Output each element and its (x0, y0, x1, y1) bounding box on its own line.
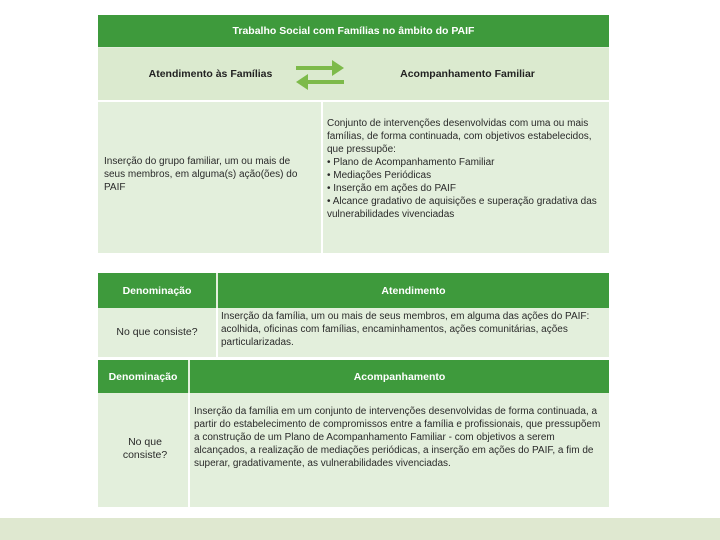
table2-value-row: Inserção da família, um ou mais de seus membros, em alguma das ações do PAIF: acolhida, oficinas com famílias, encaminhamentos, ações comunitárias, ações particularizadas. (221, 311, 590, 348)
table3-value-header (190, 360, 609, 393)
table1-row-divider (98, 100, 609, 102)
table2-col-divider (216, 308, 218, 357)
table1-title (98, 15, 609, 47)
table2-label-header (98, 273, 216, 308)
bullet-item: • Plano de Acompanhamento Familiar (327, 157, 495, 168)
exchange-arrows-icon (292, 55, 348, 93)
table2-value-header-text: Atendimento (381, 284, 446, 297)
footer-band (0, 518, 720, 540)
table1-right-body (327, 117, 601, 221)
table3-label-header-text: Denominação (108, 370, 178, 383)
table1-right-intro: Conjunto de intervenções desenvolvidas com uma ou mais famílias, de forma continuada, com objetivos estabelecidos, que pressupõe: (327, 118, 592, 155)
col-right-header-text: Acompanhamento Familiar (400, 68, 535, 80)
col-right-header (340, 48, 595, 100)
table3-label-header (98, 360, 188, 393)
table3-label-row: No que consiste? (122, 436, 168, 461)
table3-col-divider (188, 393, 190, 507)
table2-label-header-text: Denominação (122, 284, 192, 297)
table3-value-row: Inserção da família em um conjunto de intervenções desenvolvidas de forma continuada, a partir do estabelecimento de compromissos entre a família e profissionais, que pressupõem a construção de um Plano de Acompanhamento Familiar - com objetivos a serem alcançados, a realização de mediações periódicas, a inserção em ações do PAIF, a fim de superar, gradativamente, as vulnerabilidades vivenciadas. (194, 406, 601, 469)
table2-label-row: No que consiste? (116, 326, 198, 338)
table3-value-header-text: Acompanhamento (353, 370, 446, 383)
table1-title-text: Trabalho Social com Famílias no âmbito do PAIF (232, 25, 475, 37)
table1-col-divider (321, 100, 323, 253)
bullet-item: • Inserção em ações do PAIF (327, 183, 456, 194)
col-left-header-text: Atendimento às Famílias (148, 68, 273, 80)
col-left-header (98, 48, 323, 100)
table2-value-header (218, 273, 609, 308)
table1-left-body: Inserção do grupo familiar, um ou mais de seus membros, em alguma(s) ação(ões) do PAIF (104, 156, 298, 193)
bullet-item: • Alcance gradativo de aquisições e superação gradativa das vulnerabilidades vivenciadas (327, 196, 597, 220)
bullet-item: • Mediações Periódicas (327, 170, 432, 181)
